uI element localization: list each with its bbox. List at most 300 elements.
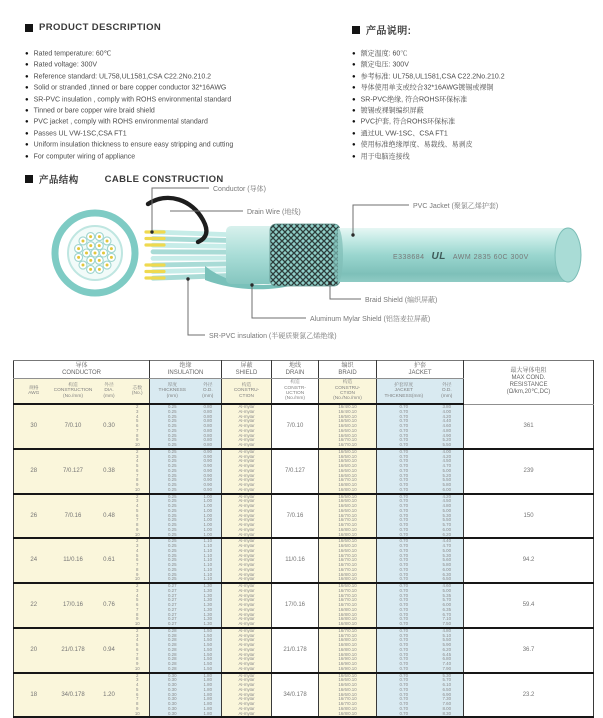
jacket-thickness-cell: 0.70 bbox=[377, 622, 431, 628]
insulation-od-cell: 1.10 bbox=[195, 549, 222, 554]
jacket-thickness-cell: 0.70 bbox=[377, 683, 431, 688]
braid-cell: 16/9/0.10 bbox=[319, 667, 377, 673]
product-notes-heading bbox=[352, 22, 411, 37]
jacket-od-cell: 7.90 bbox=[431, 667, 464, 673]
group-header: 地线 DRAIN bbox=[272, 361, 319, 379]
insulation-od-cell: 0.80 bbox=[195, 424, 222, 429]
cores-cell: 3 bbox=[126, 455, 150, 460]
sub-header: 厚度 THICKNESS (mm) bbox=[150, 379, 195, 405]
jacket-thickness-cell: 0.70 bbox=[377, 638, 431, 643]
braid-cell: 16/7/0.10 bbox=[319, 514, 377, 519]
cores-cell: 4 bbox=[126, 504, 150, 509]
braid-cell: 16/8/0.10 bbox=[319, 712, 377, 718]
shield-cell: Al-mylar bbox=[222, 712, 272, 718]
insulation-thickness-cell: 0.25 bbox=[150, 544, 195, 549]
braid-cell: 16/8/0.10 bbox=[319, 622, 377, 628]
group-header: 屏蔽 SHIELD bbox=[222, 361, 272, 379]
insulation-thickness-cell: 0.25 bbox=[150, 443, 195, 449]
insulation-thickness-cell: 0.25 bbox=[150, 494, 195, 500]
jacket-thickness-cell: 0.70 bbox=[377, 419, 431, 424]
cores-cell: 8 bbox=[126, 613, 150, 618]
jacket-od-cell: 6.50 bbox=[431, 688, 464, 693]
jacket-thickness-cell: 0.70 bbox=[377, 469, 431, 474]
group-header: 导体 CONDUCTOR bbox=[14, 361, 150, 379]
insulation-od-cell: 0.80 bbox=[195, 419, 222, 424]
cores-cell: 10 bbox=[126, 712, 150, 718]
bullet-item: ● 通过UL VW-1SC、CSA FT1 bbox=[352, 129, 505, 140]
jacket-od-cell: 4.60 bbox=[431, 583, 464, 589]
insulation-thickness-cell: 0.28 bbox=[150, 638, 195, 643]
insulation-od-cell: 1.80 bbox=[195, 707, 222, 712]
construction-cell: 11/0.16 bbox=[54, 538, 93, 583]
braid-cell: 16/6/0.10 bbox=[319, 464, 377, 469]
shield-cell: Al-mylar bbox=[222, 613, 272, 618]
shield-cell: Al-mylar bbox=[222, 404, 272, 410]
insulation-od-cell: 0.80 bbox=[195, 434, 222, 439]
insulation-thickness-cell: 0.25 bbox=[150, 563, 195, 568]
square-bullet-icon bbox=[352, 26, 360, 34]
insulation-thickness-cell: 0.30 bbox=[150, 712, 195, 718]
shield-cell: Al-mylar bbox=[222, 415, 272, 420]
cores-cell: 9 bbox=[126, 438, 150, 443]
jacket-thickness-cell: 0.70 bbox=[377, 464, 431, 469]
jacket-od-cell: 6.20 bbox=[431, 533, 464, 539]
jacket-od-cell: 4.80 bbox=[431, 429, 464, 434]
braid-cell: 16/8/0.10 bbox=[319, 707, 377, 712]
jacket-od-cell: 6.00 bbox=[431, 488, 464, 494]
braid-cell: 16/6/0.10 bbox=[319, 474, 377, 479]
cores-cell: 8 bbox=[126, 657, 150, 662]
jacket-od-cell: 5.30 bbox=[431, 554, 464, 559]
insulation-od-cell: 1.00 bbox=[195, 509, 222, 514]
jacket-thickness-cell: 0.70 bbox=[377, 533, 431, 539]
shield-cell: Al-mylar bbox=[222, 693, 272, 698]
bullet-item: ● 额定温度: 60℃ bbox=[352, 49, 505, 60]
insulation-thickness-cell: 0.25 bbox=[150, 528, 195, 533]
dia-cell: 0.30 bbox=[93, 404, 126, 449]
jacket-od-cell: 5.20 bbox=[431, 474, 464, 479]
jacket-thickness-cell: 0.70 bbox=[377, 603, 431, 608]
shield-cell: Al-mylar bbox=[222, 594, 272, 599]
braid-cell: 16/8/0.10 bbox=[319, 577, 377, 583]
jacket-thickness-cell: 0.70 bbox=[377, 424, 431, 429]
cores-cell: 7 bbox=[126, 697, 150, 702]
insulation-thickness-cell: 0.30 bbox=[150, 693, 195, 698]
braid-cell: 16/7/0.10 bbox=[319, 554, 377, 559]
insulation-thickness-cell: 0.27 bbox=[150, 608, 195, 613]
braid-cell: 16/6/0.10 bbox=[319, 509, 377, 514]
insulation-thickness-cell: 0.25 bbox=[150, 464, 195, 469]
jacket-od-cell: 5.30 bbox=[431, 514, 464, 519]
cores-cell: 6 bbox=[126, 469, 150, 474]
insulation-od-cell: 1.30 bbox=[195, 603, 222, 608]
insulation-od-cell: 0.90 bbox=[195, 455, 222, 460]
insulation-od-cell: 1.80 bbox=[195, 678, 222, 683]
product-notes-list bbox=[352, 49, 505, 163]
shield-cell: Al-mylar bbox=[222, 598, 272, 603]
cores-cell: 8 bbox=[126, 568, 150, 573]
jacket-thickness-cell: 0.70 bbox=[377, 415, 431, 420]
cores-cell: 8 bbox=[126, 434, 150, 439]
braid-cell: 16/7/0.10 bbox=[319, 523, 377, 528]
insulation-thickness-cell: 0.25 bbox=[150, 419, 195, 424]
shield-cell: Al-mylar bbox=[222, 648, 272, 653]
jacket-od-cell: 5.70 bbox=[431, 523, 464, 528]
insulation-od-cell: 1.30 bbox=[195, 613, 222, 618]
insulation-od-cell: 1.00 bbox=[195, 494, 222, 500]
jacket-thickness-cell: 0.70 bbox=[377, 558, 431, 563]
insulation-thickness-cell: 0.30 bbox=[150, 702, 195, 707]
insulation-od-cell: 1.10 bbox=[195, 558, 222, 563]
jacket-thickness-cell: 0.70 bbox=[377, 608, 431, 613]
shield-cell: Al-mylar bbox=[222, 523, 272, 528]
insulation-thickness-cell: 0.25 bbox=[150, 538, 195, 544]
dia-cell: 1.20 bbox=[93, 673, 126, 718]
braid-cell: 16/7/0.10 bbox=[319, 589, 377, 594]
braid-cell: 16/8/0.10 bbox=[319, 488, 377, 494]
braid-cell: 16/6/0.10 bbox=[319, 538, 377, 544]
cores-cell: 3 bbox=[126, 410, 150, 415]
shield-cell: Al-mylar bbox=[222, 443, 272, 449]
construction-title-cn: 产品结构 bbox=[39, 172, 79, 186]
jacket-od-cell: 4.70 bbox=[431, 544, 464, 549]
shield-cell: Al-mylar bbox=[222, 608, 272, 613]
table-row bbox=[14, 673, 594, 679]
shield-cell: Al-mylar bbox=[222, 662, 272, 667]
sub-header: 芯数 (No.) bbox=[126, 379, 150, 405]
insulation-od-cell: 0.80 bbox=[195, 415, 222, 420]
insulation-thickness-cell: 0.25 bbox=[150, 488, 195, 494]
insulation-thickness-cell: 0.25 bbox=[150, 533, 195, 539]
jacket-od-cell: 5.90 bbox=[431, 643, 464, 648]
dia-cell: 0.61 bbox=[93, 538, 126, 583]
insulation-thickness-cell: 0.25 bbox=[150, 577, 195, 583]
shield-cell: Al-mylar bbox=[222, 583, 272, 589]
construction-cell: 7/0.127 bbox=[54, 449, 93, 494]
insulation-thickness-cell: 0.25 bbox=[150, 429, 195, 434]
shield-cell: Al-mylar bbox=[222, 419, 272, 424]
table-row bbox=[14, 449, 594, 455]
resistance-cell: 59.4 bbox=[464, 583, 594, 628]
jacket-od-cell: 6.80 bbox=[431, 657, 464, 662]
insulation-od-cell: 1.50 bbox=[195, 648, 222, 653]
jacket-od-cell: 7.60 bbox=[431, 702, 464, 707]
braid-cell: 16/7/0.10 bbox=[319, 603, 377, 608]
jacket-thickness-cell: 0.70 bbox=[377, 474, 431, 479]
braid-cell: 16/6/0.10 bbox=[319, 424, 377, 429]
cores-cell: 7 bbox=[126, 429, 150, 434]
jacket-thickness-cell: 0.70 bbox=[377, 643, 431, 648]
shield-cell: Al-mylar bbox=[222, 653, 272, 658]
insulation-od-cell: 1.30 bbox=[195, 617, 222, 622]
insulation-od-cell: 1.10 bbox=[195, 554, 222, 559]
insulation-od-cell: 1.00 bbox=[195, 504, 222, 509]
jacket-thickness-cell: 0.70 bbox=[377, 478, 431, 483]
braid-cell: 16/8/0.10 bbox=[319, 613, 377, 618]
insulation-thickness-cell: 0.27 bbox=[150, 617, 195, 622]
insulation-thickness-cell: 0.27 bbox=[150, 583, 195, 589]
braid-cell: 16/8/0.10 bbox=[319, 483, 377, 488]
insulation-thickness-cell: 0.25 bbox=[150, 438, 195, 443]
insulation-thickness-cell: 0.25 bbox=[150, 449, 195, 455]
braid-cell: 16/6/0.10 bbox=[319, 683, 377, 688]
construction-cell: 7/0.16 bbox=[54, 494, 93, 539]
braid-cell: 16/5/0.10 bbox=[319, 449, 377, 455]
insulation-od-cell: 1.80 bbox=[195, 693, 222, 698]
sub-header: 构造 CONSTR- UCTION (No./mm) bbox=[272, 379, 319, 405]
insulation-od-cell: 1.50 bbox=[195, 643, 222, 648]
shield-cell: Al-mylar bbox=[222, 697, 272, 702]
insulation-od-cell: 1.80 bbox=[195, 673, 222, 679]
insulation-thickness-cell: 0.25 bbox=[150, 523, 195, 528]
braid-cell: 16/8/0.10 bbox=[319, 643, 377, 648]
cores-cell: 6 bbox=[126, 514, 150, 519]
jacket-od-cell: 5.50 bbox=[431, 478, 464, 483]
shield-cell: Al-mylar bbox=[222, 474, 272, 479]
table-row bbox=[14, 583, 594, 589]
insulation-od-cell: 1.10 bbox=[195, 577, 222, 583]
insulation-thickness-cell: 0.28 bbox=[150, 643, 195, 648]
cores-cell: 9 bbox=[126, 662, 150, 667]
bullet-item: ● 参考标准: UL758,UL1581,CSA C22.2No.210.2 bbox=[352, 72, 505, 83]
shield-cell: Al-mylar bbox=[222, 469, 272, 474]
jacket-od-cell: 6.90 bbox=[431, 693, 464, 698]
jacket-od-cell: 5.70 bbox=[431, 598, 464, 603]
bullet-item: ● For computer wiring of appliance bbox=[25, 152, 233, 163]
braid-cell: 16/8/0.10 bbox=[319, 528, 377, 533]
insulation-thickness-cell: 0.25 bbox=[150, 504, 195, 509]
insulation-od-cell: 1.50 bbox=[195, 653, 222, 658]
jacket-od-cell: 6.70 bbox=[431, 613, 464, 618]
jacket-od-cell: 6.50 bbox=[431, 577, 464, 583]
shield-cell: Al-mylar bbox=[222, 499, 272, 504]
shield-cell: Al-mylar bbox=[222, 603, 272, 608]
insulation-thickness-cell: 0.30 bbox=[150, 688, 195, 693]
shield-cell: Al-mylar bbox=[222, 478, 272, 483]
cable-cross-section bbox=[55, 213, 135, 293]
jacket-thickness-cell: 0.70 bbox=[377, 544, 431, 549]
insulation-thickness-cell: 0.25 bbox=[150, 549, 195, 554]
insulation-od-cell: 0.80 bbox=[195, 410, 222, 415]
group-header: 绝缘 INSULATION bbox=[150, 361, 222, 379]
product-description-list bbox=[25, 49, 233, 163]
resistance-cell: 94.2 bbox=[464, 538, 594, 583]
braid-shield-section bbox=[270, 224, 340, 286]
cores-cell: 9 bbox=[126, 573, 150, 578]
sub-header: 外径 DIA. (mm) bbox=[93, 379, 126, 405]
shield-cell: Al-mylar bbox=[222, 683, 272, 688]
resistance-cell: 36.7 bbox=[464, 628, 594, 673]
insulation-thickness-cell: 0.27 bbox=[150, 603, 195, 608]
cores-cell: 6 bbox=[126, 558, 150, 563]
awg-cell: 22 bbox=[14, 583, 54, 628]
insulation-od-cell: 0.80 bbox=[195, 443, 222, 449]
sub-header: 护套厚度 JACKET THICKNESS(mm) bbox=[377, 379, 431, 405]
insulation-od-cell: 1.30 bbox=[195, 608, 222, 613]
jacket-od-cell: 6.45 bbox=[431, 653, 464, 658]
awg-cell: 18 bbox=[14, 673, 54, 718]
jacket-thickness-cell: 0.70 bbox=[377, 673, 431, 679]
insulation-od-cell: 1.80 bbox=[195, 712, 222, 718]
jacket-thickness-cell: 0.70 bbox=[377, 707, 431, 712]
cores-cell: 9 bbox=[126, 528, 150, 533]
insulation-od-cell: 0.80 bbox=[195, 429, 222, 434]
bullet-item: ● SR-PVC绝缘, 符合ROHS环保标准 bbox=[352, 95, 505, 106]
insulation-thickness-cell: 0.25 bbox=[150, 499, 195, 504]
bullet-item: ● 导体使用单支或绞合32*16AWG镀锡或裸铜 bbox=[352, 83, 505, 94]
shield-cell: Al-mylar bbox=[222, 667, 272, 673]
table-row bbox=[14, 628, 594, 634]
cores-cell: 3 bbox=[126, 678, 150, 683]
jacket-thickness-cell: 0.70 bbox=[377, 678, 431, 683]
drain-cell: 7/0.16 bbox=[272, 494, 319, 539]
bullet-item: ● PVC护套, 符合ROHS环保标准 bbox=[352, 117, 505, 128]
jacket-thickness-cell: 0.70 bbox=[377, 563, 431, 568]
jacket-thickness-cell: 0.70 bbox=[377, 702, 431, 707]
shield-cell: Al-mylar bbox=[222, 459, 272, 464]
braid-cell: 16/6/0.10 bbox=[319, 469, 377, 474]
braid-cell: 16/5/0.10 bbox=[319, 494, 377, 500]
insulation-od-cell: 1.30 bbox=[195, 622, 222, 628]
cores-cell: 3 bbox=[126, 544, 150, 549]
shield-cell: Al-mylar bbox=[222, 544, 272, 549]
dia-cell: 0.94 bbox=[93, 628, 126, 673]
shield-cell: Al-mylar bbox=[222, 638, 272, 643]
shield-cell: Al-mylar bbox=[222, 617, 272, 622]
braid-cell: 16/9/0.10 bbox=[319, 662, 377, 667]
shield-cell: Al-mylar bbox=[222, 657, 272, 662]
cores-cell: 7 bbox=[126, 518, 150, 523]
bullet-item: ● Tinned or bare copper wire braid shield bbox=[25, 106, 233, 117]
cores-cell: 4 bbox=[126, 549, 150, 554]
jacket-thickness-cell: 0.70 bbox=[377, 518, 431, 523]
product-notes-title: 产品说明: bbox=[366, 22, 411, 37]
insulation-thickness-cell: 0.28 bbox=[150, 667, 195, 673]
braid-cell: 16/8/0.10 bbox=[319, 533, 377, 539]
shield-cell: Al-mylar bbox=[222, 549, 272, 554]
bullet-item: ● Solid or stranded ,tinned or bare copper conductor 32*16AWG bbox=[25, 83, 233, 94]
jacket-od-cell: 6.20 bbox=[431, 648, 464, 653]
insulation-od-cell: 1.10 bbox=[195, 538, 222, 544]
construction-cell: 34/0.178 bbox=[54, 673, 93, 718]
jacket-od-cell: 5.30 bbox=[431, 673, 464, 679]
shield-cell: Al-mylar bbox=[222, 538, 272, 544]
resistance-cell: 361 bbox=[464, 404, 594, 449]
insulation-thickness-cell: 0.27 bbox=[150, 589, 195, 594]
insulation-thickness-cell: 0.25 bbox=[150, 558, 195, 563]
cores-cell: 3 bbox=[126, 589, 150, 594]
braid-cell: 16/6/0.10 bbox=[319, 678, 377, 683]
braid-cell: 16/7/0.10 bbox=[319, 594, 377, 599]
construction-title-en: CABLE CONSTRUCTION bbox=[105, 174, 224, 185]
braid-cell: 16/8/0.10 bbox=[319, 648, 377, 653]
insulation-thickness-cell: 0.25 bbox=[150, 410, 195, 415]
jacket-thickness-cell: 0.70 bbox=[377, 499, 431, 504]
braid-cell: 16/6/0.10 bbox=[319, 693, 377, 698]
group-header: 护套 JACKET bbox=[377, 361, 464, 379]
jacket-thickness-cell: 0.70 bbox=[377, 459, 431, 464]
insulation-od-cell: 1.80 bbox=[195, 688, 222, 693]
braid-cell: 16/6/0.10 bbox=[319, 499, 377, 504]
jacket-od-cell: 4.20 bbox=[431, 494, 464, 500]
cable-3d-view bbox=[146, 198, 581, 289]
bullet-item: ● Passes UL VW-1SC,CSA FT1 bbox=[25, 129, 233, 140]
braid-cell: 16/4/0.10 bbox=[319, 410, 377, 415]
awg-cell: 30 bbox=[14, 404, 54, 449]
jacket-thickness-cell: 0.70 bbox=[377, 648, 431, 653]
awg-cell: 28 bbox=[14, 449, 54, 494]
insulation-od-cell: 1.10 bbox=[195, 573, 222, 578]
jacket-od-cell: 6.00 bbox=[431, 528, 464, 533]
insulation-thickness-cell: 0.28 bbox=[150, 653, 195, 658]
shield-cell: Al-mylar bbox=[222, 554, 272, 559]
shield-cell: Al-mylar bbox=[222, 589, 272, 594]
shield-cell: Al-mylar bbox=[222, 533, 272, 539]
jacket-od-cell: 8.30 bbox=[431, 712, 464, 718]
jacket-thickness-cell: 0.70 bbox=[377, 688, 431, 693]
braid-cell: 16/6/0.10 bbox=[319, 583, 377, 589]
shield-cell: Al-mylar bbox=[222, 464, 272, 469]
cores-cell: 5 bbox=[126, 643, 150, 648]
insulation-thickness-cell: 0.25 bbox=[150, 459, 195, 464]
cores-cell: 2 bbox=[126, 494, 150, 500]
cores-cell: 9 bbox=[126, 617, 150, 622]
insulation-od-cell: 1.50 bbox=[195, 662, 222, 667]
jacket-thickness-cell: 0.70 bbox=[377, 514, 431, 519]
insulation-od-cell: 1.00 bbox=[195, 514, 222, 519]
shield-cell: Al-mylar bbox=[222, 504, 272, 509]
jacket-thickness-cell: 0.70 bbox=[377, 523, 431, 528]
insulation-od-cell: 1.00 bbox=[195, 533, 222, 539]
jacket-od-cell: 6.10 bbox=[431, 683, 464, 688]
sub-header: 构造 CONSTRU- CTION (No./No./mm) bbox=[319, 379, 377, 405]
cores-cell: 9 bbox=[126, 707, 150, 712]
group-header: 编织 BRAID bbox=[319, 361, 377, 379]
jacket-thickness-cell: 0.70 bbox=[377, 494, 431, 500]
product-description-heading bbox=[25, 22, 161, 33]
jacket-thickness-cell: 0.70 bbox=[377, 404, 431, 410]
jacket-thickness-cell: 0.70 bbox=[377, 598, 431, 603]
insulation-thickness-cell: 0.30 bbox=[150, 683, 195, 688]
jacket-thickness-cell: 0.70 bbox=[377, 504, 431, 509]
drain-cell: 7/0.10 bbox=[272, 404, 319, 449]
jacket-od-cell: 7.10 bbox=[431, 617, 464, 622]
braid-cell: 16/7/0.10 bbox=[319, 478, 377, 483]
shield-cell: Al-mylar bbox=[222, 455, 272, 460]
jacket-thickness-cell: 0.70 bbox=[377, 617, 431, 622]
cores-cell: 2 bbox=[126, 628, 150, 634]
braid-cell: 16/7/0.10 bbox=[319, 628, 377, 634]
cores-cell: 10 bbox=[126, 667, 150, 673]
cores-cell: 5 bbox=[126, 509, 150, 514]
jacket-thickness-cell: 0.70 bbox=[377, 657, 431, 662]
jacket-od-cell: 4.00 bbox=[431, 410, 464, 415]
sr-pvc-insulation-label: SR-PVC insulation (半硬质聚氯乙烯绝缘) bbox=[209, 331, 337, 340]
insulation-thickness-cell: 0.25 bbox=[150, 483, 195, 488]
jacket-od-cell: 4.20 bbox=[431, 415, 464, 420]
awg-cell: 26 bbox=[14, 494, 54, 539]
shield-cell: Al-mylar bbox=[222, 494, 272, 500]
insulation-thickness-cell: 0.27 bbox=[150, 613, 195, 618]
jacket-od-cell: 5.00 bbox=[431, 589, 464, 594]
jacket-od-cell: 4.20 bbox=[431, 455, 464, 460]
insulation-thickness-cell: 0.27 bbox=[150, 594, 195, 599]
spec-table-body bbox=[14, 404, 594, 717]
cores-cell: 2 bbox=[126, 538, 150, 544]
jacket-thickness-cell: 0.70 bbox=[377, 589, 431, 594]
shield-cell: Al-mylar bbox=[222, 528, 272, 533]
jacket-od-cell: 4.50 bbox=[431, 459, 464, 464]
